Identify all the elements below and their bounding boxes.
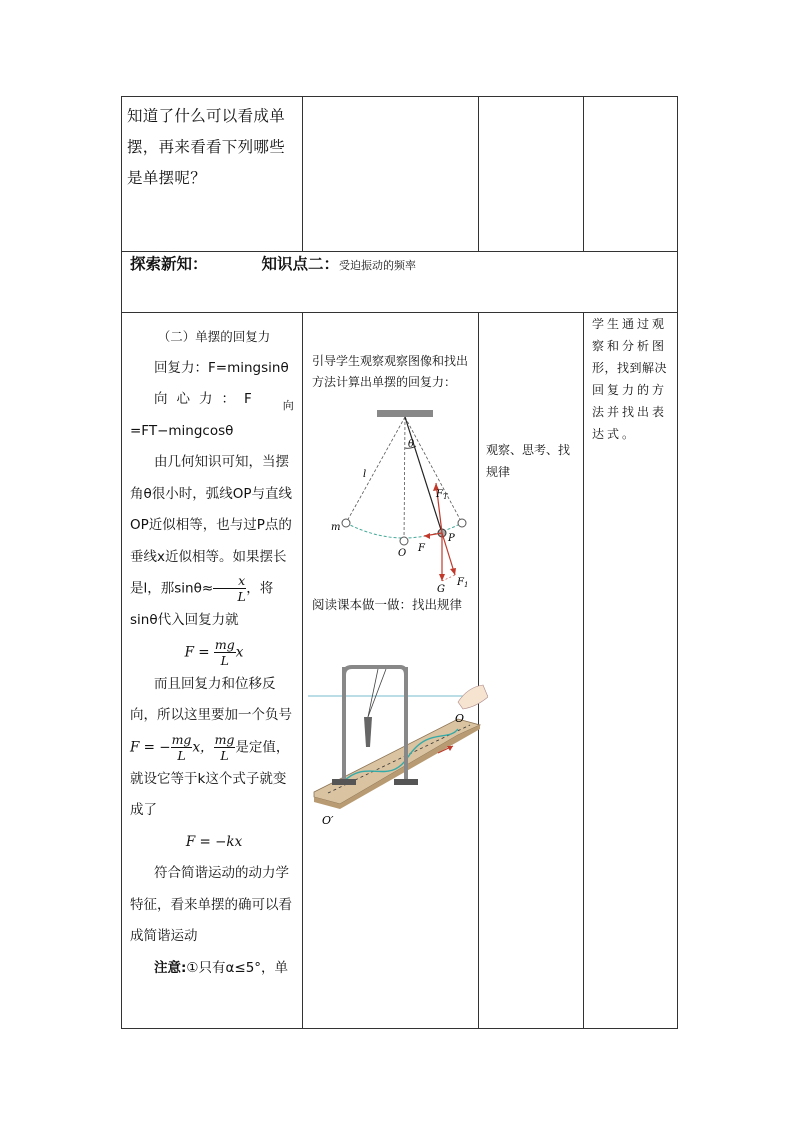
intro-text: 知道了什么可以看成单摆，再来看看下列哪些是单摆呢？ — [127, 107, 286, 187]
substitute-text: sinθ代入回复力就 — [130, 612, 239, 628]
section-header-cell — [122, 252, 678, 313]
student-cell — [479, 313, 584, 1029]
intent-line: 形，找到解决 — [592, 361, 668, 375]
frame-left — [342, 667, 346, 782]
geometry-text: 由几何知识可知，当摆角θ很小时，弧线OP与直线OP近似相等，也与过P点的垂线x近似相等。如果摆长是l，那sinθ≈ $\frac{x}{L}$ ，将 — [130, 454, 293, 604]
formula-2: F = − $\frac{mg}{L}$ x， $\frac{mg}{L}$ 是定值，就设它等于k这个式子就变成了 — [130, 731, 290, 818]
svg-text:m: m — [331, 522, 341, 533]
x-over-L-fraction: $\frac{x}{L}$ — [213, 573, 246, 604]
hand — [458, 685, 488, 709]
intent-line: 法并找出表 — [592, 405, 668, 419]
frame-right — [404, 667, 408, 782]
table-row — [122, 313, 678, 1029]
sand-funnel — [364, 717, 372, 747]
intent-line: 回复力的方 — [592, 383, 668, 397]
svg-text:l: l — [363, 469, 367, 480]
opposite-text: 而且回复力和位移反向，所以这里要加一个负号 — [130, 675, 292, 723]
centripetal-force: 向心力：F $_向$ — [154, 391, 294, 412]
svg-text:G: G — [437, 584, 445, 593]
guide-text: 引导学生观察观察图像和找出方法计算出单摆的回复力： — [312, 354, 469, 389]
ceiling-support — [377, 410, 433, 417]
empty-cell — [303, 97, 479, 252]
centripetal-force-b: =FT−mingcosθ — [130, 422, 234, 439]
section-label: 探索新知： — [130, 255, 208, 273]
content-cell — [122, 313, 303, 1029]
student-activity: 观察、思考、找规律 — [486, 443, 571, 479]
subtitle: （二）单摆的回复力 — [157, 329, 271, 344]
note: 注意:①只有α≤5°，单 — [154, 959, 289, 976]
intent-line: 察和分析图 — [592, 339, 668, 353]
sand-pendulum-diagram — [308, 657, 488, 832]
svg-text:O: O — [455, 712, 465, 725]
svg-text:θ: θ — [408, 439, 415, 450]
intro-cell — [122, 97, 303, 252]
svg-text:P: P — [448, 533, 455, 544]
intent-line: 学生通过观 — [592, 317, 668, 331]
svg-text:F: F — [418, 543, 425, 554]
knowledge-point-label: 知识点二： — [261, 255, 340, 273]
svg-text:FT: $F_T$ — [436, 489, 448, 501]
formula-3: F = −kx — [185, 833, 243, 850]
section-header-row — [122, 252, 678, 313]
svg-text:O′: O′ — [322, 814, 334, 827]
lesson-table — [121, 96, 678, 1029]
knowledge-topic: 受迫振动的频率 — [339, 259, 417, 272]
intent-cell — [584, 313, 678, 1029]
formula-1: F = $\frac{mg}{L}$ x — [184, 636, 244, 668]
teacher-cell — [303, 313, 479, 1029]
svg-text:F1: $F_1$ — [457, 577, 469, 589]
intent-line: 达式。 — [592, 427, 638, 441]
empty-cell — [584, 97, 678, 252]
read-text: 阅读课本做一做：找出规律 — [312, 597, 463, 612]
svg-text:O: O — [398, 548, 407, 559]
empty-cell — [479, 97, 584, 252]
restoring-force: 回复力：F=mingsinθ — [154, 359, 289, 376]
conclusion: 符合简谐运动的动力学特征，看来单摆的确可以看成简谐运动 — [130, 865, 292, 944]
table-row — [122, 97, 678, 252]
pendulum-diagram — [312, 393, 482, 593]
